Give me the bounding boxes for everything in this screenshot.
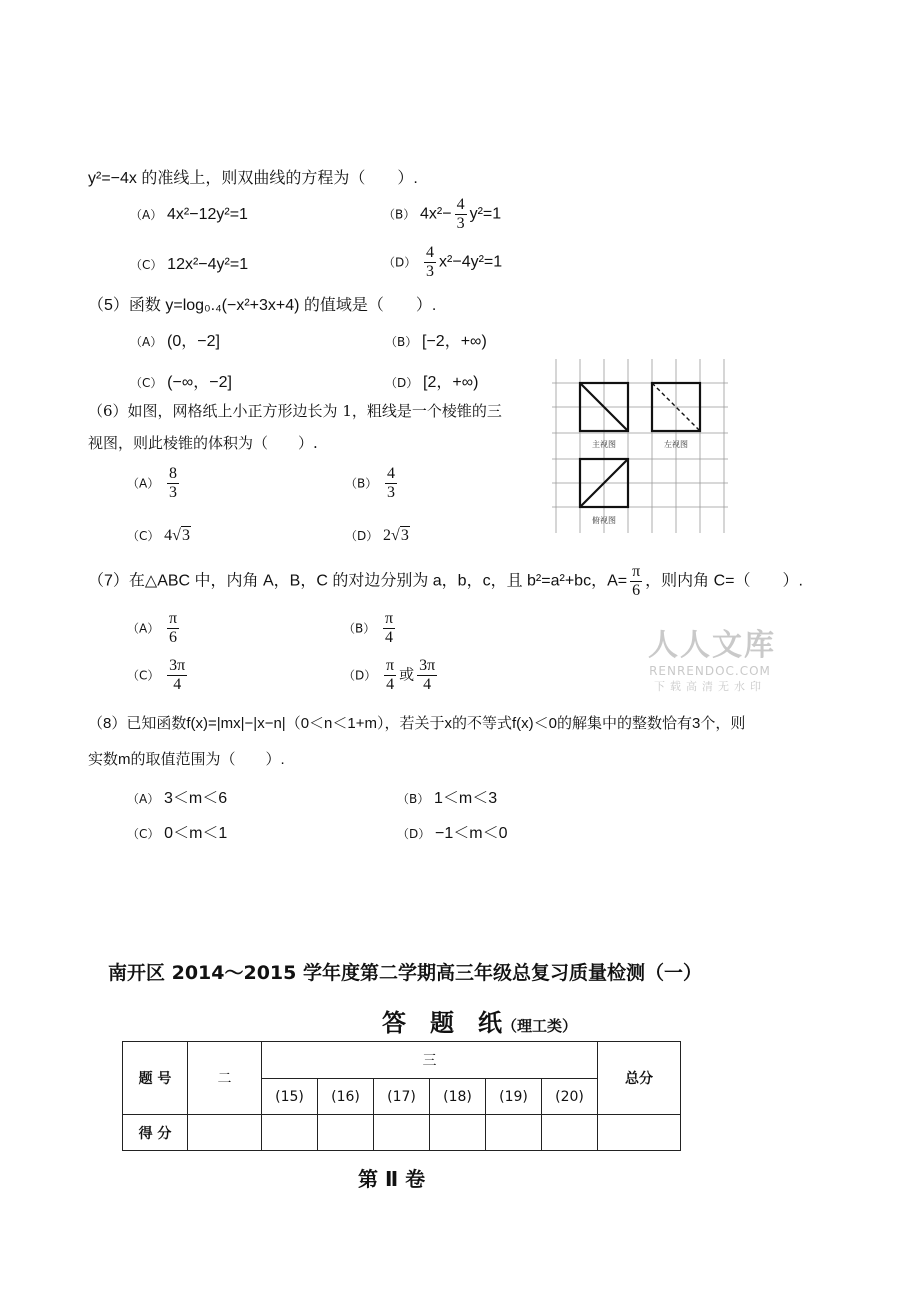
sub-col-15: (15) xyxy=(262,1079,318,1115)
option-label: （A） xyxy=(127,476,160,491)
option-connector: 或 xyxy=(399,665,415,684)
option-label: （B） xyxy=(397,792,430,806)
sub-col-16: (16) xyxy=(318,1079,374,1115)
option-label: （B） xyxy=(385,335,418,349)
watermark xyxy=(648,620,776,694)
option-text: y²=1 xyxy=(469,205,502,223)
score-cell[interactable] xyxy=(318,1115,374,1151)
section-heading: 第 Ⅱ 卷 xyxy=(358,1167,426,1191)
score-cell[interactable] xyxy=(188,1115,262,1151)
sub-col-20: (20) xyxy=(542,1079,598,1115)
q6-option-b[interactable] xyxy=(345,465,400,502)
option-text: 3＜m＜6 xyxy=(164,790,228,807)
row-score-label: 得 分 xyxy=(123,1115,188,1151)
option-label: （A） xyxy=(127,792,160,806)
q7-option-a[interactable] xyxy=(127,610,182,647)
option-label: （D） xyxy=(343,668,377,683)
option-text: −1＜m＜0 xyxy=(435,825,508,842)
q6-stem-line1: （6）如图，网格纸上小正方形边长为 1，粗线是一个棱锥的三 xyxy=(88,402,502,420)
denominator: 3 xyxy=(426,263,435,280)
fraction xyxy=(385,465,397,502)
q4-option-c[interactable] xyxy=(130,255,248,274)
option-label: （A） xyxy=(130,208,163,222)
denominator: 4 xyxy=(386,676,395,693)
radical-sign: √ xyxy=(172,527,181,544)
fraction xyxy=(384,657,396,694)
front-view-label: 主视图 xyxy=(592,440,616,449)
denominator: 3 xyxy=(456,215,465,232)
q4-option-b[interactable] xyxy=(383,196,501,233)
denominator: 6 xyxy=(169,629,178,646)
three-view-figure xyxy=(550,355,730,535)
radicand: 3 xyxy=(400,527,409,544)
side-view-label: 左视图 xyxy=(664,440,688,449)
q4-option-d[interactable] xyxy=(383,244,502,281)
fraction xyxy=(383,610,395,647)
sub-col-17: (17) xyxy=(374,1079,430,1115)
answer-sheet-title: 南开区 2014～2015 学年度第二学期高三年级总复习质量检测（一） xyxy=(108,962,702,984)
q7-option-b[interactable] xyxy=(343,610,398,647)
numerator: 4 xyxy=(456,196,465,213)
fraction xyxy=(417,657,437,694)
numerator: π xyxy=(386,657,395,674)
numerator: 8 xyxy=(169,465,177,482)
option-text: 4x²− xyxy=(420,205,452,223)
q8-option-a[interactable] xyxy=(127,785,227,808)
score-table xyxy=(122,1041,681,1151)
radical-sign: √ xyxy=(391,527,400,544)
q5-option-a[interactable] xyxy=(130,328,220,351)
option-text: 0＜m＜1 xyxy=(164,825,228,842)
grid-lines xyxy=(552,359,728,533)
option-label: （B） xyxy=(345,476,378,491)
option-label: （D） xyxy=(383,255,417,270)
option-label: （C） xyxy=(130,376,163,390)
option-label: （A） xyxy=(127,621,160,636)
denominator: 4 xyxy=(173,676,182,693)
q6-option-d[interactable] xyxy=(345,526,410,545)
option-label: （B） xyxy=(383,207,416,222)
q7-stem-pre: （7）在△ABC 中，内角 A，B，C 的对边分别为 a，b，c，且 b²=a²+bc，A= xyxy=(88,572,628,590)
q5-option-c[interactable] xyxy=(130,369,232,392)
q7-option-c[interactable] xyxy=(127,657,190,694)
option-label: （C） xyxy=(127,668,160,683)
option-label: （D） xyxy=(385,376,419,390)
option-label: （C） xyxy=(127,529,160,543)
option-text: x²−4y²=1 xyxy=(439,253,503,271)
q8-stem-line1: （8）已知函数f(x)=|mx|−|x−n|（0＜n＜1+m），若关于x的不等式f(x)＜0的解集中的整数恰有3个，则 xyxy=(88,715,746,732)
coefficient: 4 xyxy=(164,527,173,544)
q4-stem: y²=−4x 的准线上，则双曲线的方程为（ ）. xyxy=(88,170,418,187)
q6-option-a[interactable] xyxy=(127,465,182,502)
score-cell[interactable] xyxy=(486,1115,542,1151)
header-total: 总分 xyxy=(598,1042,681,1115)
option-label: （D） xyxy=(345,529,379,543)
score-cell[interactable] xyxy=(374,1115,430,1151)
option-label: （C） xyxy=(130,258,163,272)
numerator: π xyxy=(632,563,641,580)
sub-col-19: (19) xyxy=(486,1079,542,1115)
watermark-name: 人人文库 xyxy=(648,628,776,663)
q8-option-c[interactable] xyxy=(127,820,227,843)
sqrt-expression xyxy=(383,526,410,545)
watermark-domain: RENRENDOC.COM xyxy=(649,664,771,678)
heading-main: 答 题 纸 xyxy=(382,1009,502,1037)
fraction xyxy=(167,610,179,647)
q8-option-d[interactable] xyxy=(397,820,508,843)
fraction xyxy=(455,196,467,233)
option-label: （D） xyxy=(397,827,431,841)
option-text: 1＜m＜3 xyxy=(434,790,498,807)
option-text: 4x²−12y²=1 xyxy=(167,206,248,223)
option-label: （A） xyxy=(130,335,163,349)
header-section-three: 三 xyxy=(262,1042,598,1079)
top-view-label: 俯视图 xyxy=(592,516,616,525)
q6-option-c[interactable] xyxy=(127,526,191,545)
fraction xyxy=(167,465,179,502)
denominator: 6 xyxy=(632,582,641,599)
numerator: π xyxy=(169,610,178,627)
q7-stem-post: ，则内角 C=（ ）. xyxy=(645,572,803,590)
q8-option-b[interactable] xyxy=(397,785,497,808)
q7-stem xyxy=(88,563,803,600)
sqrt-expression xyxy=(164,526,191,545)
option-label: （B） xyxy=(343,621,376,636)
score-cell[interactable] xyxy=(262,1115,318,1151)
q5-stem: （5）函数 y=log₀.₄(−x²+3x+4) 的值域是（ ）. xyxy=(88,297,437,314)
numerator: 3π xyxy=(169,657,186,674)
numerator: 3π xyxy=(419,657,436,674)
sub-col-18: (18) xyxy=(430,1079,486,1115)
q7-option-d[interactable] xyxy=(343,657,440,694)
coefficient: 2 xyxy=(383,527,392,544)
q4-option-a[interactable] xyxy=(130,205,248,224)
score-cell[interactable] xyxy=(542,1115,598,1151)
q5-option-b[interactable] xyxy=(385,328,487,351)
answer-sheet-heading xyxy=(382,1003,577,1038)
option-text: 12x²−4y²=1 xyxy=(167,256,249,273)
heading-sub: （理工类） xyxy=(502,1017,578,1035)
fraction xyxy=(630,563,642,600)
numerator: 4 xyxy=(426,244,435,261)
q5-option-d[interactable] xyxy=(385,369,478,392)
q6-stem-line2: 视图，则此棱锥的体积为（ ）. xyxy=(88,434,318,452)
score-cell-total[interactable] xyxy=(598,1115,681,1151)
option-text: (−∞，−2] xyxy=(167,374,232,391)
q8-stem-line2: 实数m的取值范围为（ ）. xyxy=(88,751,285,768)
option-label: （C） xyxy=(127,827,160,841)
fraction xyxy=(424,244,436,281)
header-question-number: 题 号 xyxy=(123,1042,188,1115)
option-text: [2，+∞) xyxy=(423,374,479,391)
watermark-slogan: 下载高清无水印 xyxy=(654,680,766,693)
radicand: 3 xyxy=(181,527,190,544)
denominator: 4 xyxy=(423,676,432,693)
denominator: 4 xyxy=(385,629,394,646)
denominator: 3 xyxy=(387,484,396,501)
numerator: 4 xyxy=(387,465,396,482)
fraction xyxy=(167,657,187,694)
denominator: 3 xyxy=(169,484,177,501)
option-text: [−2，+∞) xyxy=(422,333,487,350)
option-text: (0，−2] xyxy=(167,333,220,350)
numerator: π xyxy=(385,610,394,627)
header-section-two: 二 xyxy=(188,1042,262,1115)
score-cell[interactable] xyxy=(430,1115,486,1151)
